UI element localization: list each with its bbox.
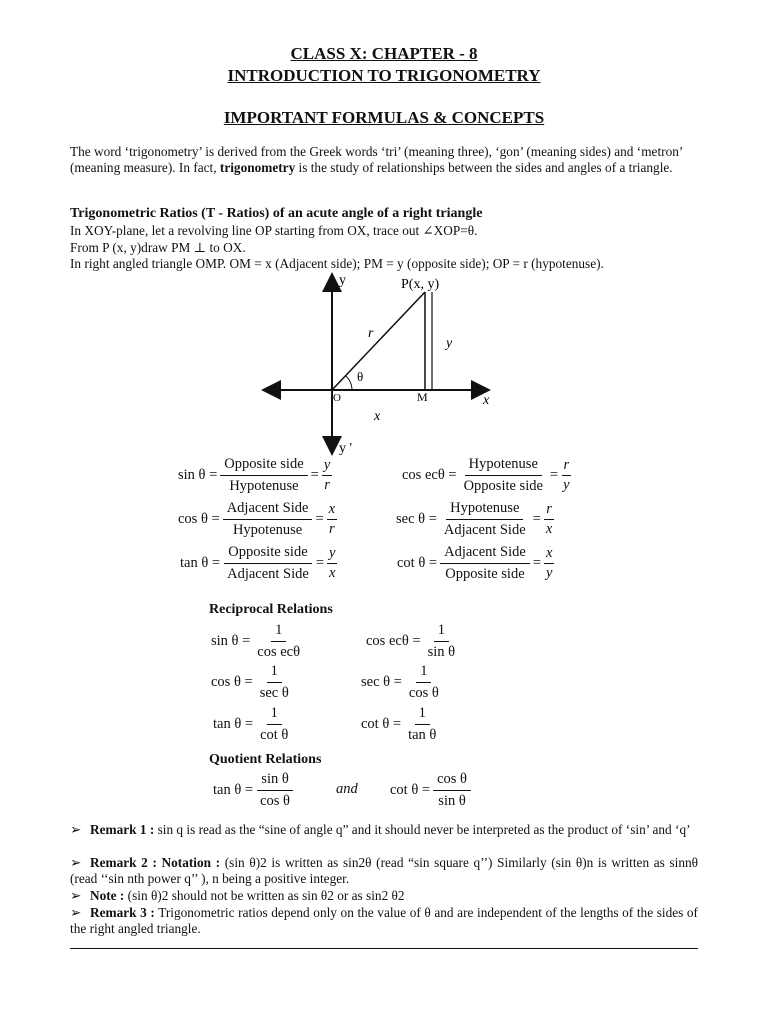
y-label: y: [339, 273, 346, 288]
def-cos-eq: =: [315, 511, 324, 527]
intro-text-1: The word ‘trigonometry’ is derived from the Greek words ‘tri’ (meaning three), ‘gon’ (meaning sides) and ‘metron’ (meaning measure). In fact,: [70, 144, 683, 175]
def-tan-num: Opposite side: [224, 543, 311, 564]
theta-label: θ: [357, 369, 364, 384]
def-cosec-n2: r: [562, 456, 572, 476]
def-cos-num: Adjacent Side: [223, 499, 313, 520]
quot-2: [390, 770, 474, 811]
recip-1b-lhs: cos ecθ =: [366, 633, 421, 649]
def-tan-d2: x: [329, 565, 336, 581]
point-p-label: P(x, y): [401, 277, 440, 292]
quot-and: and: [336, 781, 358, 797]
remark-3: [70, 905, 698, 937]
def-cosec: [402, 455, 575, 496]
angle-arc: [346, 376, 352, 390]
def-cot: [397, 543, 557, 584]
recip-3a-den: cot θ: [260, 727, 289, 743]
intro-text-2: is the study of relationships between the sides and angles of a triangle.: [295, 159, 673, 175]
remark-2-label: Remark 2 : Notation :: [90, 855, 221, 870]
recip-1a-num: 1: [271, 621, 286, 642]
def-cot-eq: =: [532, 555, 542, 571]
remark-3-text: Trigonometric ratios depend only on the value of θ and are independent of the lengths of the sides of the right angled triangle.: [70, 905, 698, 936]
def-sec-lhs: sec θ =: [396, 511, 437, 527]
bullet-arrow-icon: ➢: [70, 822, 82, 837]
recip-1b: [366, 621, 462, 662]
def-cos-lhs: cos θ =: [178, 511, 220, 527]
def-cos: [178, 499, 340, 540]
bullet-arrow-icon: ➢: [70, 905, 82, 920]
remark-2: [70, 855, 698, 887]
recip-1a: [211, 621, 307, 662]
def-sec-n2: r: [544, 500, 554, 520]
recip-2a-num: 1: [267, 662, 282, 683]
recip-2b: [361, 662, 446, 703]
recip-2a-den: sec θ: [259, 685, 289, 701]
quot-1-lhs: tan θ =: [213, 782, 254, 798]
recip-1b-num: 1: [434, 621, 449, 642]
recip-1a-lhs: sin θ =: [211, 633, 251, 649]
def-cosec-num: Hypotenuse: [465, 455, 542, 476]
recip-3a: [213, 704, 295, 745]
def-sec-den: Adjacent Side: [443, 522, 526, 538]
def-tan: [180, 543, 340, 584]
right-triangle-diagram: [255, 270, 515, 460]
def-cot-d2: y: [546, 565, 553, 581]
page-subtitle: IMPORTANT FORMULAS & CONCEPTS: [223, 108, 545, 127]
recip-3b: [361, 704, 443, 745]
page-title-class: CLASS X: CHAPTER - 8: [290, 44, 478, 63]
quotient-heading: Quotient Relations: [209, 752, 322, 767]
def-cos-den: Hypotenuse: [232, 522, 303, 538]
remark-note: [70, 888, 698, 904]
note-text: (sin θ)2 should not be written as sin θ2 or as sin2 θ2: [124, 888, 405, 903]
def-cot-lhs: cot θ =: [397, 555, 438, 571]
recip-3a-num: 1: [267, 704, 282, 725]
def-cot-num: Adjacent Side: [440, 543, 530, 564]
def-sin: [178, 455, 335, 496]
recip-2b-lhs: sec θ =: [361, 674, 402, 690]
recip-2b-den: cos θ: [408, 685, 439, 701]
quot-2-den: sin θ: [438, 793, 466, 809]
hypotenuse-op: [332, 292, 425, 390]
ratios-line-2: From P (x, y)draw PM ⊥ to OX.: [70, 240, 246, 255]
m-label: M: [417, 390, 428, 404]
recip-2a-lhs: cos θ =: [211, 674, 253, 690]
recip-1b-den: sin θ: [427, 644, 456, 660]
def-sec-eq: =: [532, 511, 541, 527]
bottom-rule: [70, 948, 698, 949]
def-cosec-d2: y: [563, 477, 570, 493]
def-cos-d2: r: [329, 521, 335, 537]
def-tan-den: Adjacent Side: [227, 566, 309, 582]
recip-1a-den: cos ecθ: [257, 644, 301, 660]
quot-2-lhs: cot θ =: [390, 782, 431, 798]
def-sin-num: Opposite side: [220, 455, 307, 476]
def-sec: [396, 499, 557, 540]
def-sin-lhs: sin θ =: [178, 467, 218, 483]
bullet-arrow-icon: ➢: [70, 855, 82, 870]
recip-3b-lhs: cot θ =: [361, 716, 402, 732]
def-tan-n2: y: [327, 544, 337, 564]
def-sin-den: Hypotenuse: [229, 478, 299, 494]
def-tan-lhs: tan θ =: [180, 555, 221, 571]
remark-2-text: (sin θ)2 is written as sin2θ (read “sin square q’’) Similarly (sin θ)n is written as sinnθ (read ‘‘sin nth power q’’ ), n being a positive integer.: [70, 855, 698, 886]
intro-paragraph: [70, 144, 700, 175]
quot-1: [213, 770, 297, 811]
def-sin-d2: r: [324, 477, 330, 493]
quot-2-num: cos θ: [433, 770, 471, 791]
def-sin-n2: y: [322, 456, 332, 476]
ratios-line-3: In right angled triangle OMP. OM = x (Adjacent side); PM = y (opposite side); OP = r (hypotenuse).: [70, 256, 604, 271]
x-label: x: [483, 393, 490, 408]
side-x-label: x: [374, 409, 381, 424]
note-label: Note :: [90, 888, 125, 903]
page-title-chapter: INTRODUCTION TO TRIGONOMETRY: [227, 66, 541, 85]
bullet-arrow-icon: ➢: [70, 888, 82, 903]
ratios-line-1: In XOY-plane, let a revolving line OP starting from OX, trace out ∠XOP=θ.: [70, 223, 478, 238]
r-label: r: [368, 326, 374, 341]
quot-1-num: sin θ: [257, 770, 293, 791]
remark-1-label: Remark 1 :: [90, 822, 155, 837]
side-y-label: y: [446, 336, 453, 351]
recip-2a: [211, 662, 296, 703]
def-cosec-eq: =: [549, 467, 559, 483]
def-cos-n2: x: [327, 500, 337, 520]
reciprocal-heading: Reciprocal Relations: [209, 602, 333, 617]
recip-2b-num: 1: [416, 662, 431, 683]
ratios-heading: Trigonometric Ratios (T - Ratios) of an acute angle of a right triangle: [70, 206, 483, 221]
remark-1-text: sin q is read as the “sine of angle q” and it should never be interpreted as the product of ‘sin’ and ‘q’: [154, 822, 691, 837]
recip-3b-den: tan θ: [408, 727, 437, 743]
quot-1-den: cos θ: [260, 793, 290, 809]
def-cosec-lhs: cos ecθ =: [402, 467, 457, 483]
y-prime-label: y ': [339, 441, 353, 456]
def-cot-den: Opposite side: [445, 566, 525, 582]
def-tan-eq: =: [315, 555, 325, 571]
recip-3b-num: 1: [415, 704, 430, 725]
def-sec-num: Hypotenuse: [446, 499, 523, 520]
def-sec-d2: x: [545, 521, 553, 537]
remark-3-label: Remark 3 :: [90, 905, 155, 920]
def-cosec-den: Opposite side: [463, 478, 543, 494]
remark-1: [70, 822, 698, 838]
recip-3a-lhs: tan θ =: [213, 716, 254, 732]
def-cot-n2: x: [544, 544, 554, 564]
origin-label: O: [333, 392, 341, 404]
def-sin-eq: =: [310, 467, 319, 483]
intro-bold-term: trigonometry: [219, 159, 296, 175]
